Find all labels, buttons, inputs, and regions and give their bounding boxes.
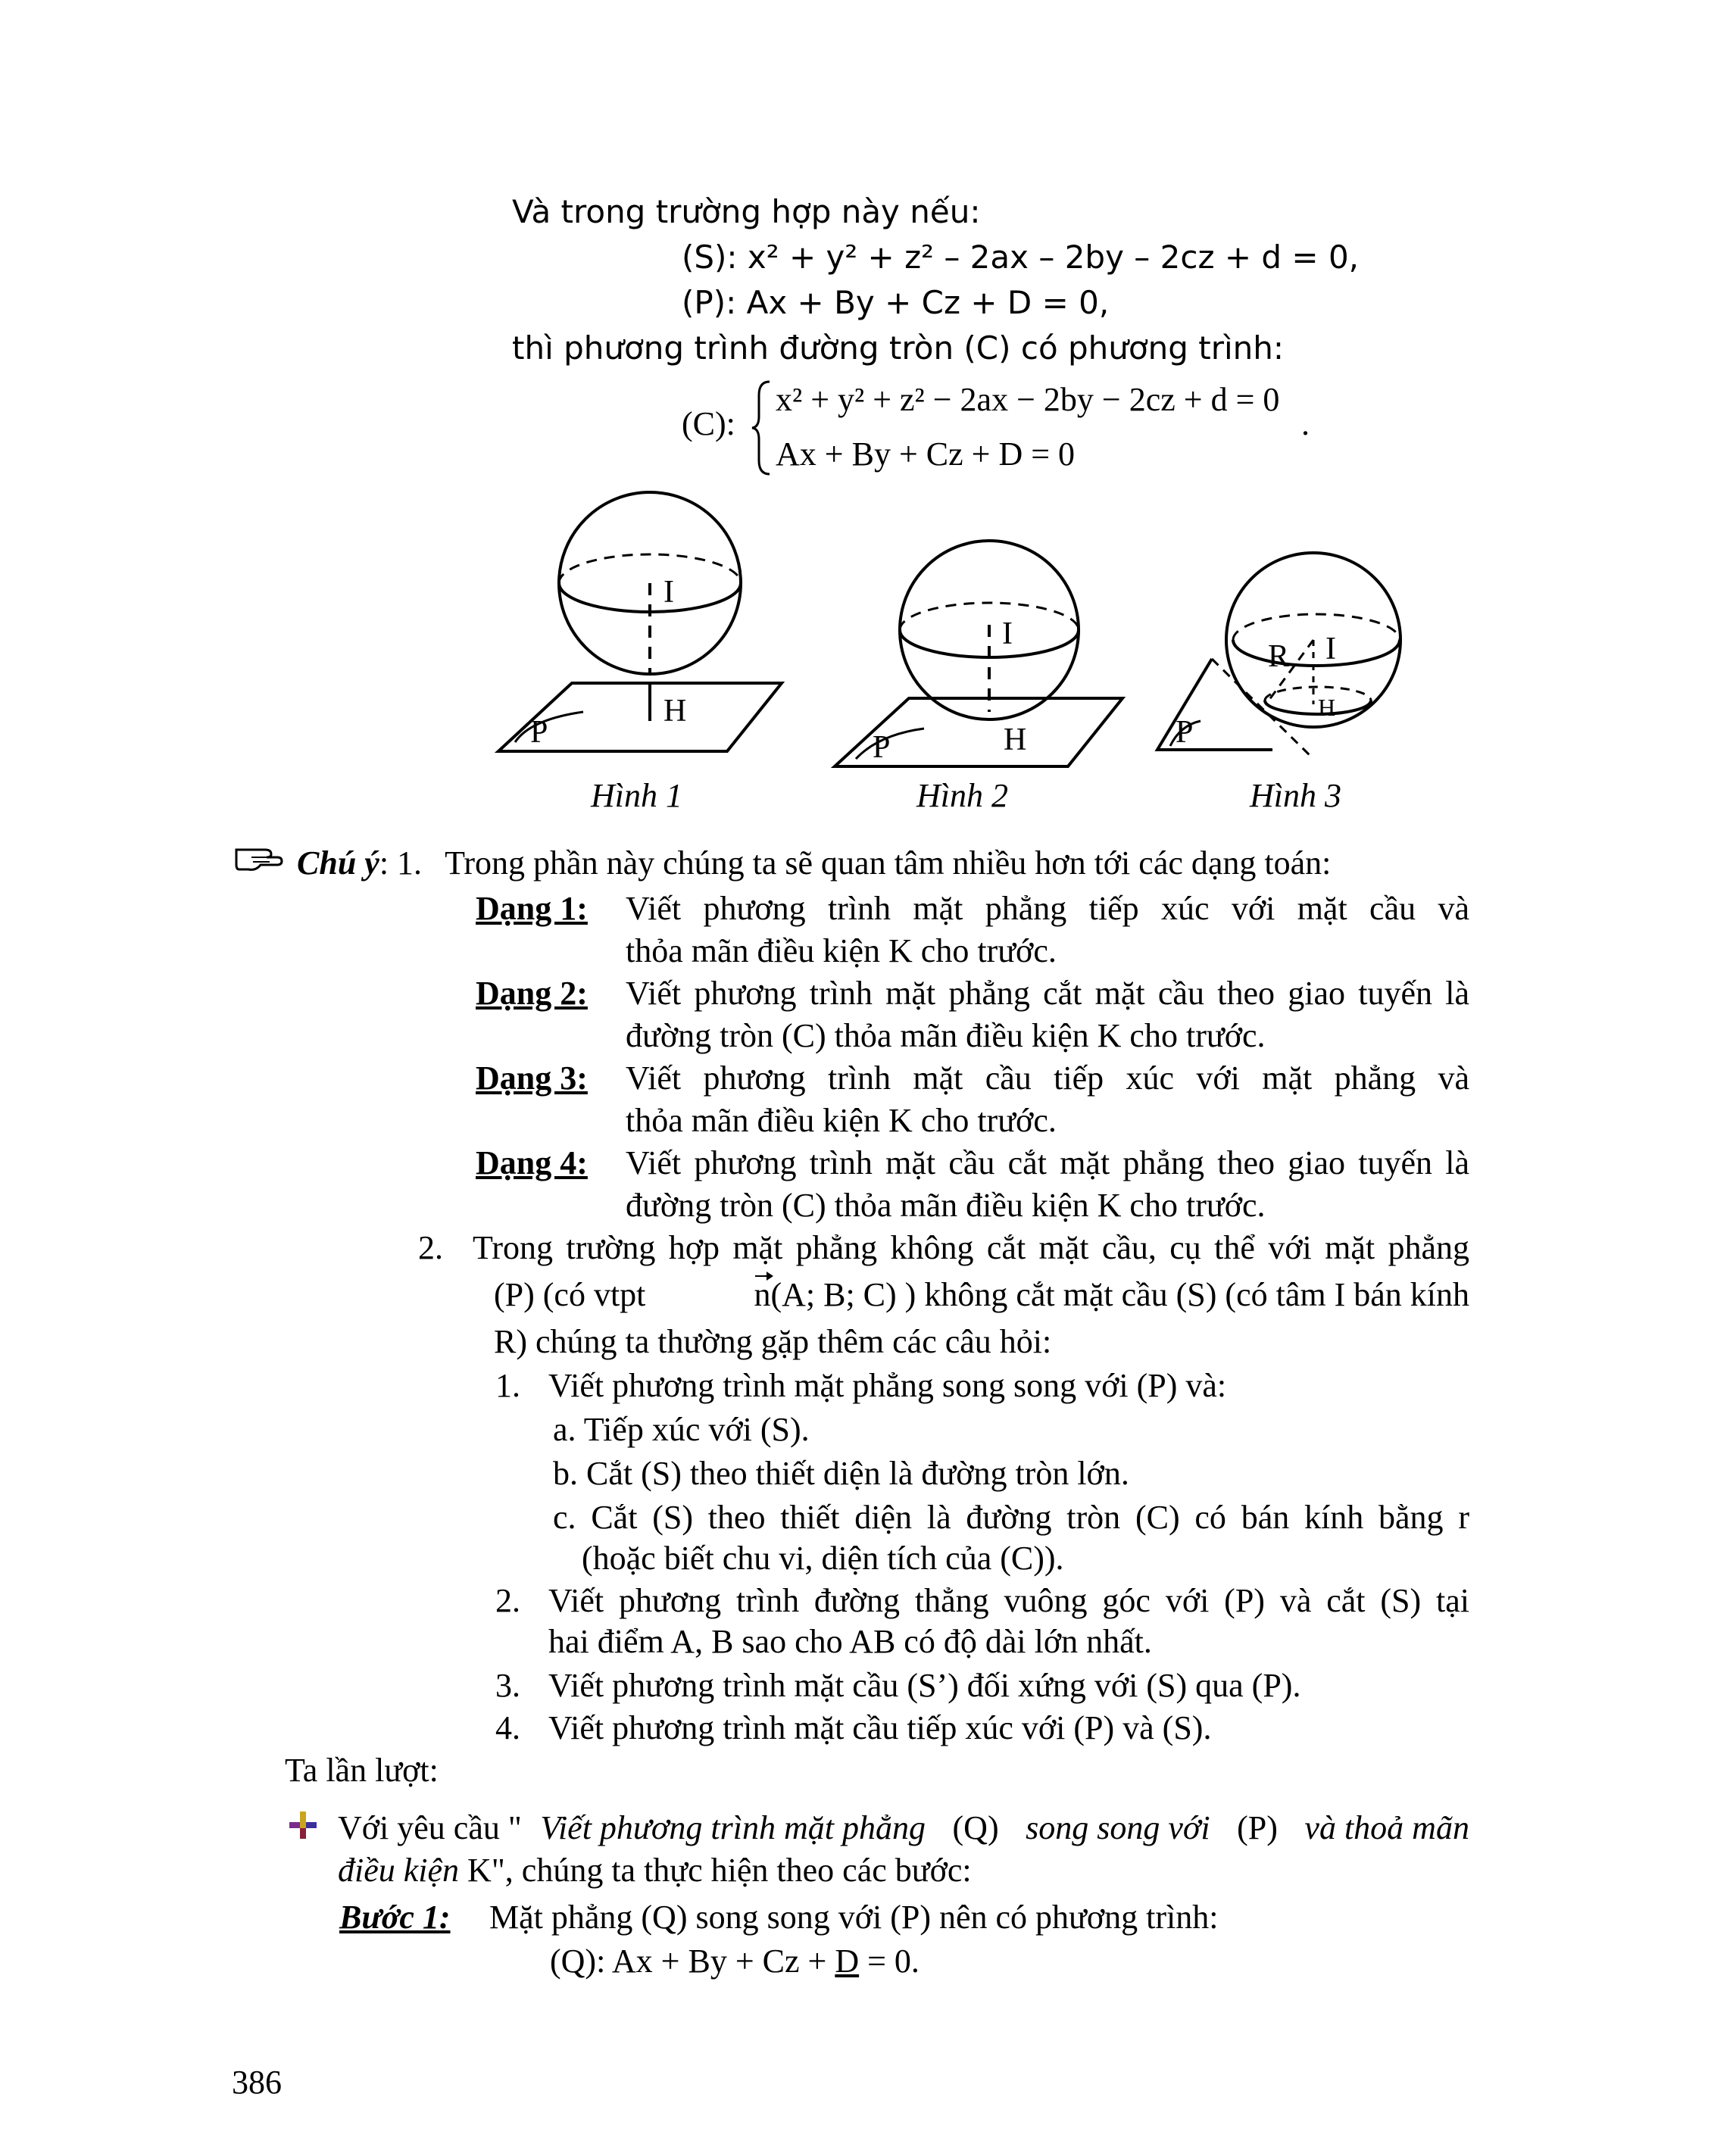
fig3-label-P: P	[1176, 715, 1194, 750]
fig1-equator-back	[559, 554, 741, 583]
eq-post: = 0.	[859, 1943, 920, 1980]
q3-num: 3.	[495, 1667, 520, 1704]
step-1-label: Bước 1:	[339, 1899, 451, 1936]
fig1-label-I: I	[663, 575, 674, 610]
item-2-line-2-mid	[754, 1274, 1469, 1316]
req-p: (P)	[1229, 1809, 1286, 1846]
system-brace	[750, 379, 773, 477]
dang-2-text-2: đường tròn (C) thỏa mãn điều kiện K cho trước.	[626, 1017, 1266, 1054]
plane-equation: (P): Ax + By + Cz + D = 0,	[682, 284, 1110, 321]
dang-2-text: Viết phương trình mặt phẳng cắt mặt cầu theo giao tuyến là	[626, 975, 1469, 1012]
caption-1: Hình 1	[591, 777, 682, 814]
req-it1: Viết phương trình mặt phẳng	[540, 1809, 926, 1846]
q1-b: b. Cắt (S) theo thiết diện là đường tròn lớn.	[553, 1455, 1129, 1492]
q2-line-2: hai điểm A, B sao cho AB có độ dài lớn nhất.	[548, 1623, 1152, 1660]
eq-pre: (Q): Ax + By + Cz +	[550, 1943, 835, 1980]
item-2-line-1: Trong trường hợp mặt phẳng không cắt mặt cầu, cụ thể với mặt phẳng	[473, 1229, 1469, 1266]
pointing-hand-icon	[233, 839, 285, 872]
bullet-cross-icon	[286, 1808, 320, 1842]
dang-1-label: Dạng 1:	[476, 890, 588, 927]
fig2-label-P: P	[873, 730, 891, 765]
fig2-label-H: H	[1004, 722, 1027, 757]
q1-c-line-2: (hoặc biết chu vi, diện tích của (C)).	[582, 1540, 1064, 1577]
dang-1-text-2: thỏa mãn điều kiện K cho trước.	[626, 932, 1057, 969]
circle-equation-1: x² + y² + z² − 2ax − 2by − 2cz + d = 0	[776, 381, 1280, 418]
req-q: (Q)	[944, 1809, 1007, 1846]
ta-lan-luot: Ta lần lượt:	[285, 1752, 439, 1789]
item-2-line-2	[494, 1274, 1469, 1316]
dang-4-label: Dạng 4:	[476, 1144, 588, 1181]
step-1-equation	[550, 1940, 920, 1983]
fig3-label-H: H	[1318, 694, 1336, 721]
note-head: Chú ý	[297, 844, 379, 882]
note-num: : 1.	[379, 844, 423, 882]
dang-1-text: Viết phương trình mặt phẳng tiếp xúc với mặt cầu và	[626, 890, 1469, 927]
q1-num: 1.	[495, 1367, 520, 1404]
q1-c-line-1: c. Cắt (S) theo thiết diện là đường tròn (C) có bán kính bằng r	[553, 1499, 1469, 1536]
page-number: 386	[232, 2064, 282, 2101]
item-2-line-3: R) chúng ta thường gặp thêm các câu hỏi:	[494, 1323, 1052, 1360]
intro-line: Và trong trường hợp này nếu:	[512, 193, 981, 230]
q4-num: 4.	[495, 1709, 520, 1746]
q4-text: Viết phương trình mặt cầu tiếp xúc với (P) và (S).	[548, 1709, 1212, 1746]
fig3-equator-front	[1233, 640, 1400, 666]
dang-3-label: Dạng 3:	[476, 1059, 588, 1097]
item-2-line-2-pre: (P) (có vtpt	[494, 1276, 646, 1313]
note-line	[297, 842, 1331, 885]
sphere-equation: (S): x² + y² + z² – 2ax – 2by – 2cz + d = 0,	[682, 239, 1360, 276]
item-2-num: 2.	[418, 1229, 443, 1266]
dang-3-text: Viết phương trình mặt cầu tiếp xúc với mặt phẳng và	[626, 1059, 1469, 1097]
req-line2-it: điều kiện	[338, 1852, 460, 1889]
dang-3-text-2: thỏa mãn điều kiện K cho trước.	[626, 1102, 1057, 1139]
q2-line-1: Viết phương trình đường thẳng vuông góc với (P) và cắt (S) tại	[548, 1582, 1469, 1619]
circle-intro-line: thì phương trình đường tròn (C) có phương trình:	[512, 329, 1285, 367]
circle-equation-2: Ax + By + Cz + D = 0	[776, 435, 1076, 473]
q3-text: Viết phương trình mặt cầu (S’) đối xứng với (S) qua (P).	[548, 1667, 1301, 1704]
req-line2-rest: K", chúng ta thực hiện theo các bước:	[459, 1852, 972, 1889]
requirement-line-2	[338, 1849, 972, 1892]
system-period: .	[1301, 405, 1310, 442]
requirement-line-1	[338, 1807, 1469, 1849]
req-it2: song song với	[1026, 1809, 1210, 1846]
caption-3: Hình 3	[1250, 777, 1341, 814]
dang-2-label: Dạng 2:	[476, 975, 588, 1012]
req-it3: và thoả mãn	[1304, 1809, 1469, 1846]
fig1-label-H: H	[663, 694, 687, 729]
dang-4-text: Viết phương trình mặt cầu cắt mặt phẳng theo giao tuyến là	[626, 1144, 1469, 1181]
q1-text: Viết phương trình mặt phẳng song song với (P) và:	[548, 1367, 1227, 1404]
fig3-label-I: I	[1325, 632, 1336, 666]
item-2-line-2-post: (A; B; C) ) không cắt mặt cầu (S) (có tâm I bán kính	[770, 1276, 1469, 1313]
q2-num: 2.	[495, 1582, 520, 1619]
circle-label: (C):	[682, 405, 735, 442]
figure-3	[1157, 553, 1400, 756]
dang-4-text-2: đường tròn (C) thỏa mãn điều kiện K cho trước.	[626, 1187, 1266, 1224]
fig3-equator-back	[1233, 614, 1400, 640]
note-text: Trong phần này chúng ta sẽ quan tâm nhiều hơn tới các dạng toán:	[445, 844, 1332, 882]
sphere-plane-figures	[485, 485, 1424, 814]
figure-1	[498, 492, 782, 751]
normal-vector-n: n	[754, 1274, 770, 1316]
step-1-text: Mặt phẳng (Q) song song với (P) nên có phương trình:	[489, 1899, 1219, 1936]
fig3-plane-hidden	[1212, 659, 1310, 756]
req-pre: Với yêu cầu "	[338, 1809, 522, 1846]
fig2-label-I: I	[1002, 616, 1013, 651]
figure-2	[835, 541, 1122, 766]
fig1-label-P: P	[530, 715, 548, 750]
eq-D: D	[835, 1943, 860, 1980]
caption-2: Hình 2	[916, 777, 1008, 814]
q1-a: a. Tiếp xúc với (S).	[553, 1411, 810, 1448]
fig3-label-R: R	[1268, 639, 1290, 674]
